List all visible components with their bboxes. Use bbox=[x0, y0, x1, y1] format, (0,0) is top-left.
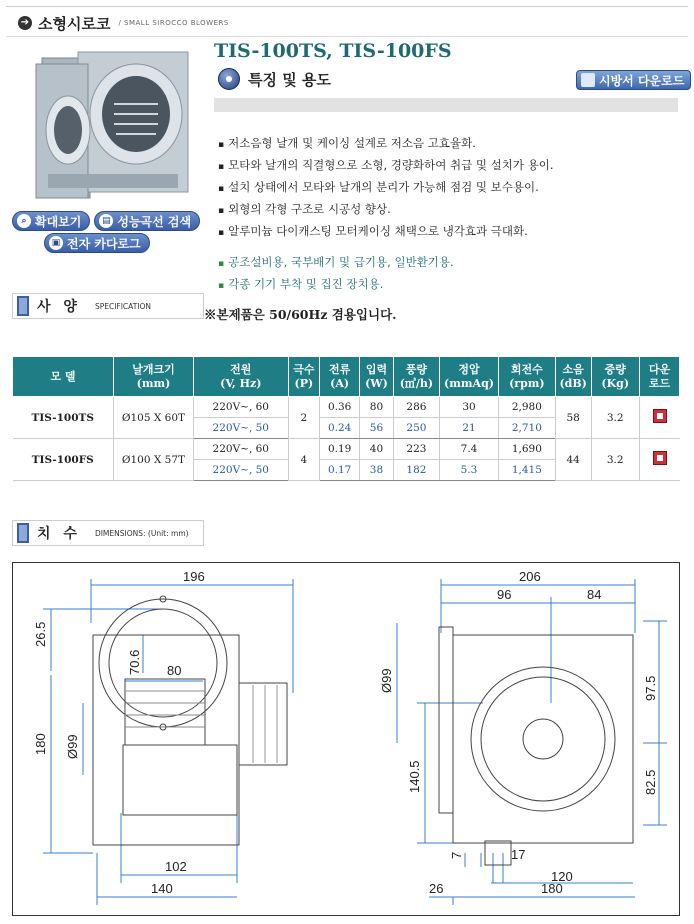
flow-cell: 286 bbox=[393, 397, 439, 418]
list-item: ▪ 설치 상태에서 모타와 날개의 분리가 가능해 점검 및 보수용이. bbox=[218, 177, 554, 199]
document-icon bbox=[581, 73, 595, 87]
list-item: ▪ 모타와 날개의 직결형으로 소형, 경량화하여 취급 및 설치가 용이. bbox=[218, 155, 554, 177]
bullet-ball-icon bbox=[218, 68, 240, 90]
pressure-cell: 30 bbox=[440, 397, 499, 418]
dimension-drawing bbox=[12, 562, 680, 916]
list-item: ▪ 각종 기기 부착 및 집진 장치용. bbox=[218, 274, 454, 296]
flow-cell: 223 bbox=[393, 439, 439, 460]
col-current: 전류 (A) bbox=[320, 357, 360, 397]
dim-label: 82.5 bbox=[643, 769, 658, 795]
list-item: ▪ 저소음형 날개 및 케이싱 설계로 저소음 고효율화. bbox=[218, 133, 554, 155]
download-cell bbox=[639, 439, 679, 481]
current-cell: 0.36 bbox=[320, 397, 360, 418]
features-heading bbox=[218, 68, 331, 90]
catalog-label: 전자 카다로그 bbox=[67, 236, 141, 251]
chart-icon: ▤ bbox=[99, 214, 113, 228]
spec-table bbox=[12, 356, 680, 481]
dim-label: 120 bbox=[551, 869, 573, 884]
col-rpm: 회전수 (rpm) bbox=[498, 357, 555, 397]
flow-cell: 182 bbox=[393, 460, 439, 481]
dimension-drawing-svg bbox=[13, 563, 681, 917]
dim-label: 84 bbox=[587, 587, 602, 602]
page-header bbox=[18, 12, 229, 34]
book-icon: ▣ bbox=[49, 236, 63, 250]
impeller-cell: Ø100 X 57T bbox=[113, 439, 193, 481]
spec-download-label: 시방서 다운로드 bbox=[599, 73, 685, 88]
col-input: 입력 (W) bbox=[360, 357, 394, 397]
spec-label-ko: 사 양 bbox=[37, 299, 81, 315]
dim-label: 7 bbox=[449, 851, 464, 859]
col-noise: 소음 (dB) bbox=[555, 357, 591, 397]
catalog-row bbox=[44, 233, 150, 253]
arrow-circle-icon: ➔ bbox=[18, 16, 32, 30]
list-item: ▪ 외형의 각형 구조로 시공성 향상. bbox=[218, 199, 554, 221]
noise-cell: 44 bbox=[555, 439, 591, 481]
page-subtitle: / SMALL SIROCCO BLOWERS bbox=[118, 19, 229, 27]
col-flow: 풍량 (㎥/h) bbox=[393, 357, 439, 397]
section-marker-icon bbox=[17, 523, 29, 543]
col-impeller: 날개크기 (mm) bbox=[113, 357, 193, 397]
grey-divider-bar bbox=[214, 98, 678, 112]
use-list bbox=[218, 252, 454, 296]
list-item: ▪ 알루미늄 다이캐스팅 모터케이싱 채택으로 냉각효과 극대화. bbox=[218, 221, 554, 243]
dim-label: 26.5 bbox=[33, 621, 48, 647]
power-cell: 220V~, 50 bbox=[193, 418, 288, 439]
input-cell: 56 bbox=[360, 418, 394, 439]
list-item: ▪ 공조설비용, 국부배기 및 급기용, 일반환기용. bbox=[218, 252, 454, 274]
rpm-cell: 1,690 bbox=[498, 439, 555, 460]
product-title: TIS-100TS, TIS-100FS bbox=[214, 40, 452, 62]
col-download: 다운 로드 bbox=[639, 357, 679, 397]
col-weight: 중량 (Kg) bbox=[591, 357, 639, 397]
section-marker-icon bbox=[17, 296, 29, 316]
dim-label: Ø99 bbox=[65, 734, 80, 759]
dim-label: 97.5 bbox=[643, 675, 658, 701]
weight-cell: 3.2 bbox=[591, 397, 639, 439]
dim-label-ko: 치 수 bbox=[37, 526, 81, 542]
col-poles: 극수 (P) bbox=[288, 357, 320, 397]
zoom-label: 확대보기 bbox=[35, 214, 82, 229]
impeller-cell: Ø105 X 60T bbox=[113, 397, 193, 439]
poles-cell: 2 bbox=[288, 397, 320, 439]
header-divider bbox=[6, 36, 688, 37]
product-photo bbox=[28, 44, 198, 206]
top-strip bbox=[0, 0, 694, 8]
table-row bbox=[13, 439, 680, 460]
dim-label-en: DIMENSIONS: (Unit: mm) bbox=[94, 528, 189, 538]
col-power: 전원 (V, Hz) bbox=[193, 357, 288, 397]
table-header-row bbox=[13, 357, 680, 397]
performance-label: 성능곡선 검색 bbox=[117, 214, 192, 229]
dim-label: 140 bbox=[151, 881, 173, 896]
dim-label: Ø99 bbox=[379, 668, 394, 693]
feature-list bbox=[218, 133, 554, 243]
input-cell: 38 bbox=[360, 460, 394, 481]
pressure-cell: 5.3 bbox=[440, 460, 499, 481]
dim-label: 196 bbox=[183, 569, 205, 584]
pressure-cell: 7.4 bbox=[440, 439, 499, 460]
table-row bbox=[13, 397, 680, 418]
power-cell: 220V~, 50 bbox=[193, 460, 288, 481]
dimension-section-label bbox=[12, 520, 204, 546]
download-cell bbox=[639, 397, 679, 439]
features-heading-label: 특징 및 용도 bbox=[248, 70, 331, 89]
rpm-cell: 1,415 bbox=[498, 460, 555, 481]
photo-buttons bbox=[12, 211, 200, 231]
current-cell: 0.19 bbox=[320, 439, 360, 460]
zoom-button[interactable] bbox=[12, 211, 90, 231]
power-cell: 220V~, 60 bbox=[193, 397, 288, 418]
rpm-cell: 2,710 bbox=[498, 418, 555, 439]
weight-cell: 3.2 bbox=[591, 439, 639, 481]
flow-cell: 250 bbox=[393, 418, 439, 439]
spec-label-en: SPECIFICATION bbox=[94, 301, 152, 311]
page-title: 소형시로코 bbox=[38, 14, 111, 33]
model-cell: TIS-100FS bbox=[13, 439, 114, 481]
download-icon[interactable] bbox=[653, 409, 667, 423]
col-pressure: 정압 (mmAq) bbox=[440, 357, 499, 397]
frequency-note: ※본제품은 50/60Hz 겸용입니다. bbox=[204, 307, 397, 322]
spec-section-label bbox=[12, 293, 204, 319]
spec-download-button[interactable] bbox=[576, 70, 691, 90]
dim-label: 180 bbox=[541, 881, 563, 896]
dim-label: 206 bbox=[519, 569, 541, 584]
dim-label: 17 bbox=[511, 847, 526, 862]
pressure-cell: 21 bbox=[440, 418, 499, 439]
noise-cell: 58 bbox=[555, 397, 591, 439]
top-rule bbox=[6, 6, 688, 7]
dim-label: 96 bbox=[497, 587, 512, 602]
download-icon[interactable] bbox=[653, 451, 667, 465]
dim-label: 80 bbox=[167, 663, 182, 678]
magnifier-icon: ⌕ bbox=[17, 214, 31, 228]
dim-label: 26 bbox=[429, 881, 444, 896]
dim-label: 180 bbox=[33, 733, 48, 755]
input-cell: 80 bbox=[360, 397, 394, 418]
current-cell: 0.24 bbox=[320, 418, 360, 439]
dim-label: 140.5 bbox=[407, 760, 422, 793]
col-model: 모 델 bbox=[13, 357, 114, 397]
input-cell: 40 bbox=[360, 439, 394, 460]
poles-cell: 4 bbox=[288, 439, 320, 481]
dim-label: 70.6 bbox=[127, 649, 142, 675]
e-catalog-button[interactable] bbox=[44, 233, 150, 253]
current-cell: 0.17 bbox=[320, 460, 360, 481]
dim-label: 102 bbox=[165, 859, 187, 874]
model-cell: TIS-100TS bbox=[13, 397, 114, 439]
performance-curve-button[interactable] bbox=[94, 211, 200, 231]
power-cell: 220V~, 60 bbox=[193, 439, 288, 460]
rpm-cell: 2,980 bbox=[498, 397, 555, 418]
